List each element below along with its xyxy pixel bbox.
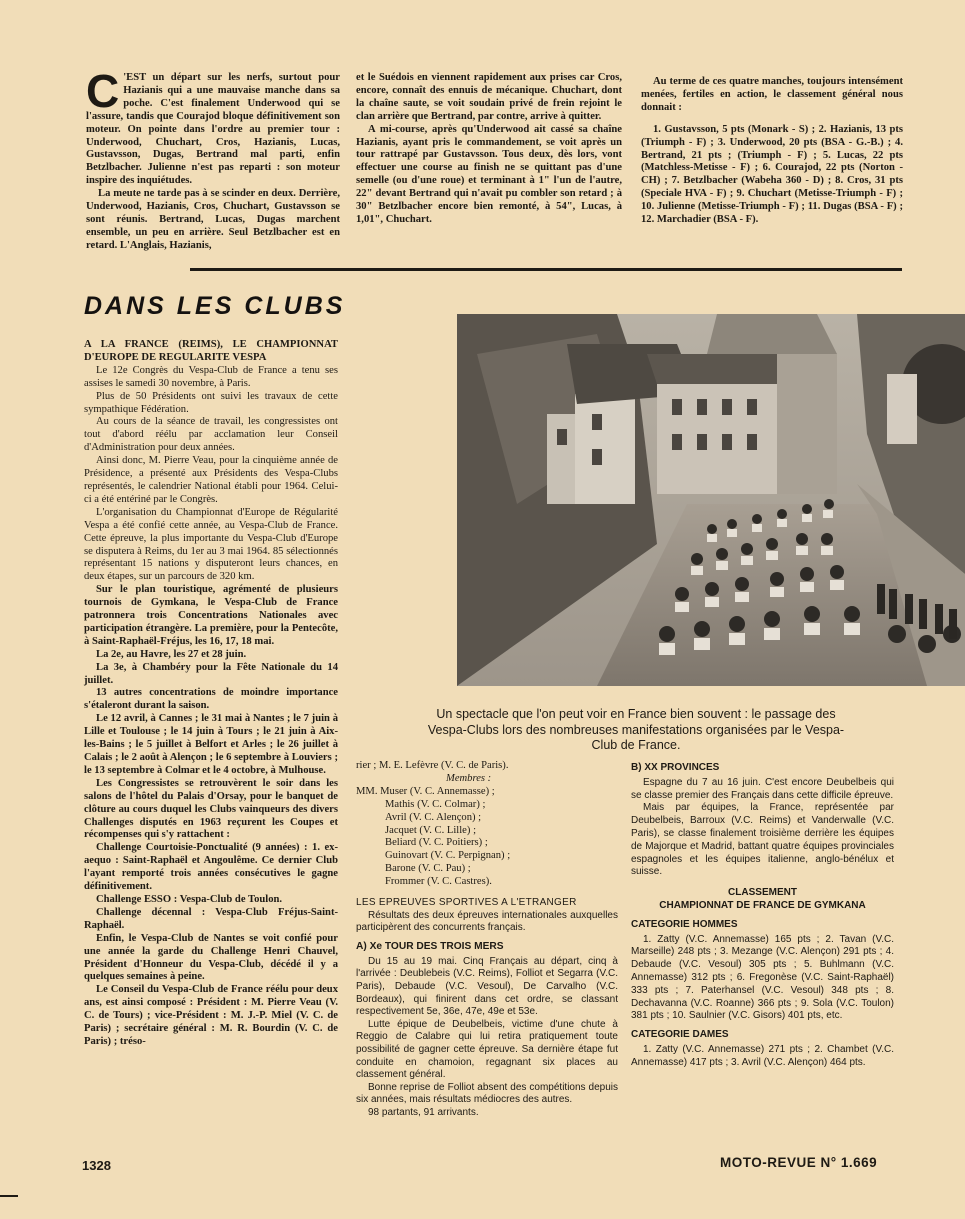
member-item: Mathis (V. C. Colmar) ;	[385, 798, 486, 810]
clubs-column-right	[631, 762, 894, 1070]
photo-caption: Un spectacle que l'on peut voir en France bien souvent : le passage des Vespa-Clubs lors des nombreuses manifestations organisées par le Vespa-Club de France.	[427, 707, 845, 752]
foreign-heading: LES EPREUVES SPORTIVES A L'ETRANGER	[356, 897, 577, 909]
article-paragraph: Le 12e Congrès du Vespa-Club de France a tenu ses assises le samedi 30 novembre, à Paris.	[84, 364, 338, 389]
article-paragraph: Sur le plan touristique, agrémenté de plusieurs tournois de Gymkana, le Vespa-Club de France patronnera trois Concentrations Nationales avec participation étrangère. La première, pour la Pentecôte, à Saint-Raphaël-Fréjus, les 16, 17, 18 mai.	[84, 584, 338, 647]
article-paragraph: Le 12 avril, à Cannes ; le 31 mai à Nantes ; le 7 juin à Lille et Toulouse ; le 14 juin à Tours ; le 21 juin à Aix-les-Bains ; le 5 juillet à Belfort et Arles ; le 26 juillet à Calais ; le 2 août à Alençon ; le 6 septembre à Louviers ; le 13 septembre à Colmar et le 4 octobre, à Mulhouse.	[84, 713, 338, 776]
article-paragraph: La 2e, au Havre, les 27 et 28 juin.	[96, 648, 247, 660]
intro-paragraph: A mi-course, après qu'Underwood ait cassé sa chaîne Hazianis, ayant pris le commandement, se voit après un tour rattrapé par Gustavsson. Tous deux, dès lors, vont effectuer une course au finish ne se quittant pas d'une semelle (ou d'une roue) et terminant à 1" l'un de l'autre, 22" devant Bertrand qui n'avait pu combler son retard ; à 30" Betzlbacher encore bien remonté, à 54", Lucas, à 1,01", Chuchart.	[356, 123, 622, 225]
section-title: DANS LES CLUBS	[84, 292, 346, 320]
intro-paragraph: Au terme de ces quatre manches, toujours intensément menées, fertiles en action, le classement général nous donnait :	[641, 76, 903, 113]
member-item: Frommer (V. C. Castres).	[385, 876, 492, 888]
provinces-heading: B) XX PROVINCES	[631, 762, 720, 773]
dames-heading: CATEGORIE DAMES	[631, 1029, 729, 1041]
member-item: MM. Muser (V. C. Annemasse) ;	[356, 785, 495, 797]
tour-paragraph: Du 15 au 19 mai. Cinq Français au départ, cinq à l'arrivée : Deublebeis (V.C. Reims), Folliot et Segarra (V.C. Paris), Debaude (V.C. Vesoul), De Carvalho (V.C. Bordeaux), qui finirent dans cet ordre, se classant respectivement 5e, 36e, 47e, 49e et 53e.	[356, 955, 618, 1018]
article-paragraph: Plus de 50 Présidents ont suivi les travaux de cette sympathique Fédération.	[84, 390, 338, 415]
classement-title: CLASSEMENT	[728, 887, 797, 899]
article-paragraph: Challenge Courtoisie-Ponctualité (9 années) : 1. ex-aequo : Saint-Raphaël et Angoulême. Ce dernier Club l'ayant remporté trois années consécutives le gagne définitivement.	[84, 842, 338, 893]
intro-column-1	[86, 65, 340, 253]
edge-mark	[0, 1195, 18, 1197]
drop-cap: C	[86, 65, 120, 117]
members-label: Membres :	[446, 772, 492, 784]
intro-column-2	[356, 72, 622, 227]
tour-paragraph: 98 partants, 91 arrivants.	[368, 1106, 479, 1118]
article-paragraph: Ainsi donc, M. Pierre Veau, pour la cinquième année de Présidence, a présenté aux Présidents des Vespa-Clubs représentés, le calendrier National établi pour 1964. Celui-ci a été entériné par le Congrès.	[84, 455, 338, 505]
member-item: Avril (V. C. Alençon) ;	[385, 811, 482, 823]
hommes-heading: CATEGORIE HOMMES	[631, 918, 738, 930]
article-paragraph: Challenge ESSO : Vespa-Club de Toulon.	[96, 893, 283, 905]
treasurer-line: rier ; M. E. Lefèvre (V. C. de Paris).	[356, 760, 509, 771]
dames-results: 1. Zatty (V.C. Annemasse) 271 pts ; 2. Chambet (V.C. Annemasse) 417 pts ; 3. Avril (V.C. Alençon) 464 pts.	[631, 1043, 894, 1068]
intro-paragraph: La meute ne tarde pas à se scinder en deux. Derrière, Underwood, Hazianis, Cros, Chuchart, Gustavsson se sont réunis. Bertrand, Lucas, Dugas marchent ensemble, un peu en arrière. Seul Betzlbacher est en retard. L'Anglais, Hazianis,	[86, 188, 340, 251]
article-paragraph: Le Conseil du Vespa-Club de France réélu pour deux ans, est ainsi composé : Président : M. Pierre Veau (V. C. de Tours) ; vice-Président : M. J.-P. Miel (V. C. de Paris) ; secrétaire général : M. R. Bourdin (V. C. de Paris) ; tréso-	[84, 984, 338, 1047]
member-item: Guinovart (V. C. Perpignan) ;	[385, 850, 511, 862]
photo-illustration	[457, 314, 965, 686]
provinces-paragraph: Mais par équipes, la France, représentée par Deubelbeis, Barroux (V.C. Reims) et Vanderwalle (V.C. Paris), se classe finalement troisième derrière les équipes de Majorque et Madrid, battant quatre équipes provinciales espagnoles et les équipes italienne, anglo-bénélux et suisse.	[631, 802, 894, 878]
tour-paragraph: Bonne reprise de Folliot absent des compétitions depuis six années, mais résultats médiocres des autres.	[356, 1081, 618, 1106]
article-paragraph: Au cours de la séance de travail, les congressistes ont tout d'abord réélu par acclamation leur Conseil d'Administration pour deux années.	[84, 416, 338, 454]
article-paragraph: 13 autres concentrations de moindre importance s'étaleront durant la saison.	[84, 687, 338, 712]
member-item: Barone (V. C. Pau) ;	[385, 863, 471, 875]
clubs-column-left	[84, 339, 338, 1049]
article-heading: A LA FRANCE (REIMS), LE CHAMPIONNAT D'EUROPE DE REGULARITE VESPA	[84, 339, 338, 363]
intro-paragraph: et le Suédois en viennent rapidement aux prises car Cros, encore, connaît des ennuis de mécanique. Chuchart, dont la chaîne saute, se voit soudain privé de frein rejoint le clan arrière que Bertrand, par contre, arrive à quitter.	[356, 72, 622, 122]
section-divider	[190, 268, 902, 271]
clubs-column-middle	[356, 760, 618, 1119]
member-item: Jacquet (V. C. Lille) ;	[385, 824, 477, 836]
provinces-paragraph: Espagne du 7 au 16 juin. C'est encore Deubelbeis qui se classe premier des Français dans cette difficile épreuve.	[631, 776, 894, 801]
member-item: Beliard (V. C. Poitiers) ;	[385, 837, 488, 849]
intro-column-3	[641, 76, 903, 227]
tour-heading: A) Xe TOUR DES TROIS MERS	[356, 940, 504, 952]
article-paragraph: Les Congressistes se retrouvèrent le soir dans les salons de l'hôtel du Palais d'Orsay, pour le banquet de clôture au cours duquel les Clubs vainqueurs des divers Challenges disputés en 1963 reçurent les Coupes et récompenses qui s'y rattachent :	[84, 777, 338, 841]
championnat-title: CHAMPIONNAT DE FRANCE DE GYMKANA	[659, 899, 866, 911]
general-classification: 1. Gustavsson, 5 pts (Monark - S) ; 2. Hazianis, 13 pts (Triumph - F) ; 3. Underwood, 20 pts (BSA - G.-B.) ; 4. Bertrand, 21 pts ; (Triumph - F) ; 5. Lucas, 22 pts (Matchless-Metisse - F) ; 6. Courajod, 22 pts (Norton - CH) ; 7. Betzlbacher (Wabeha 360 - D) ; 8. Cros, 31 pts (Speciale HVA - F) ; 9. Chuchart (Metisse-Triumph - F) ; 10. Julienne (Metisse-Triumph - F) ; 11. Dugas (BSA - F) ; 12. Marchadier (BSA - F).	[641, 123, 903, 226]
page-number: 1328	[82, 1158, 111, 1173]
hommes-results: 1. Zatty (V.C. Annemasse) 165 pts ; 2. Tavan (V.C. Marseille) 248 pts ; 3. Mezange (V.C. Alençon) 291 pts ; 4. Debaude (V.C. Vesoul) 305 pts ; 5. Buhlmann (V.C. Annemasse) 312 pts ; 6. Fregonèse (V.C. Saint-Raphaël) 333 pts ; 7. Paterhansel (V.C. Vesoul) 348 pts ; 8. Dechavanna (V.C. Roanne) 366 pts ; 9. Sola (V.C. Toulon) 381 pts ; 10. Saulnier (V.C. Gisors) 401 pts, etc.	[631, 933, 894, 1022]
article-paragraph: Enfin, le Vespa-Club de Nantes se voit confié pour une année la garde du Challenge Henri Chauvel, Président d'Honneur du Vespa-Club, décédé il y a quelques semaines à peine.	[84, 932, 338, 983]
article-paragraph: Challenge décennal : Vespa-Club Fréjus-Saint-Raphaël.	[84, 906, 338, 931]
article-paragraph: L'organisation du Championnat d'Europe de Régularité Vespa a été confié cette année, au Vespa-Club de France. Cette épreuve, la plus importante du Vespa-Club d'Europe se disputera à Reims, du 1er au 3 mai 1964. 85 sélectionnés représentant 15 nations y disputeront leurs chances, en deux étapes, sur un parcours de 320 km.	[84, 506, 338, 583]
intro-paragraph: 'EST un départ sur les nerfs, surtout pour Hazianis qui a une mauvaise manche dans sa poche. C'est finalement Underwood qui se l'assure, tandis que Courajod bloque définitivement son moteur. On pointe dans l'ordre au premier tour : Underwood, Chuchart, Cros, Hazianis, Lucas, Gustavsson, Dugas, Bertrand mal parti, enfin Betzlbacher. Julienne n'est pas reparti : son moteur inspire des inquiétudes.	[86, 72, 340, 187]
magazine-footer: MOTO-REVUE N° 1.669	[720, 1155, 878, 1170]
article-paragraph: La 3e, à Chambéry pour la Fête Nationale du 14 juillet.	[84, 661, 338, 686]
street-parade-photo	[457, 314, 965, 686]
foreign-intro: Résultats des deux épreuves internationales auxquelles participèrent des concurrents français.	[356, 909, 618, 934]
tour-paragraph: Lutte épique de Deubelbeis, victime d'une chute à Reggio de Calabre qui lui retira pratiquement toute possibilité de gagner cette épreuve. Sa dernière étape fut conduite en chamoion, regagnant six places au classement général.	[356, 1018, 618, 1081]
